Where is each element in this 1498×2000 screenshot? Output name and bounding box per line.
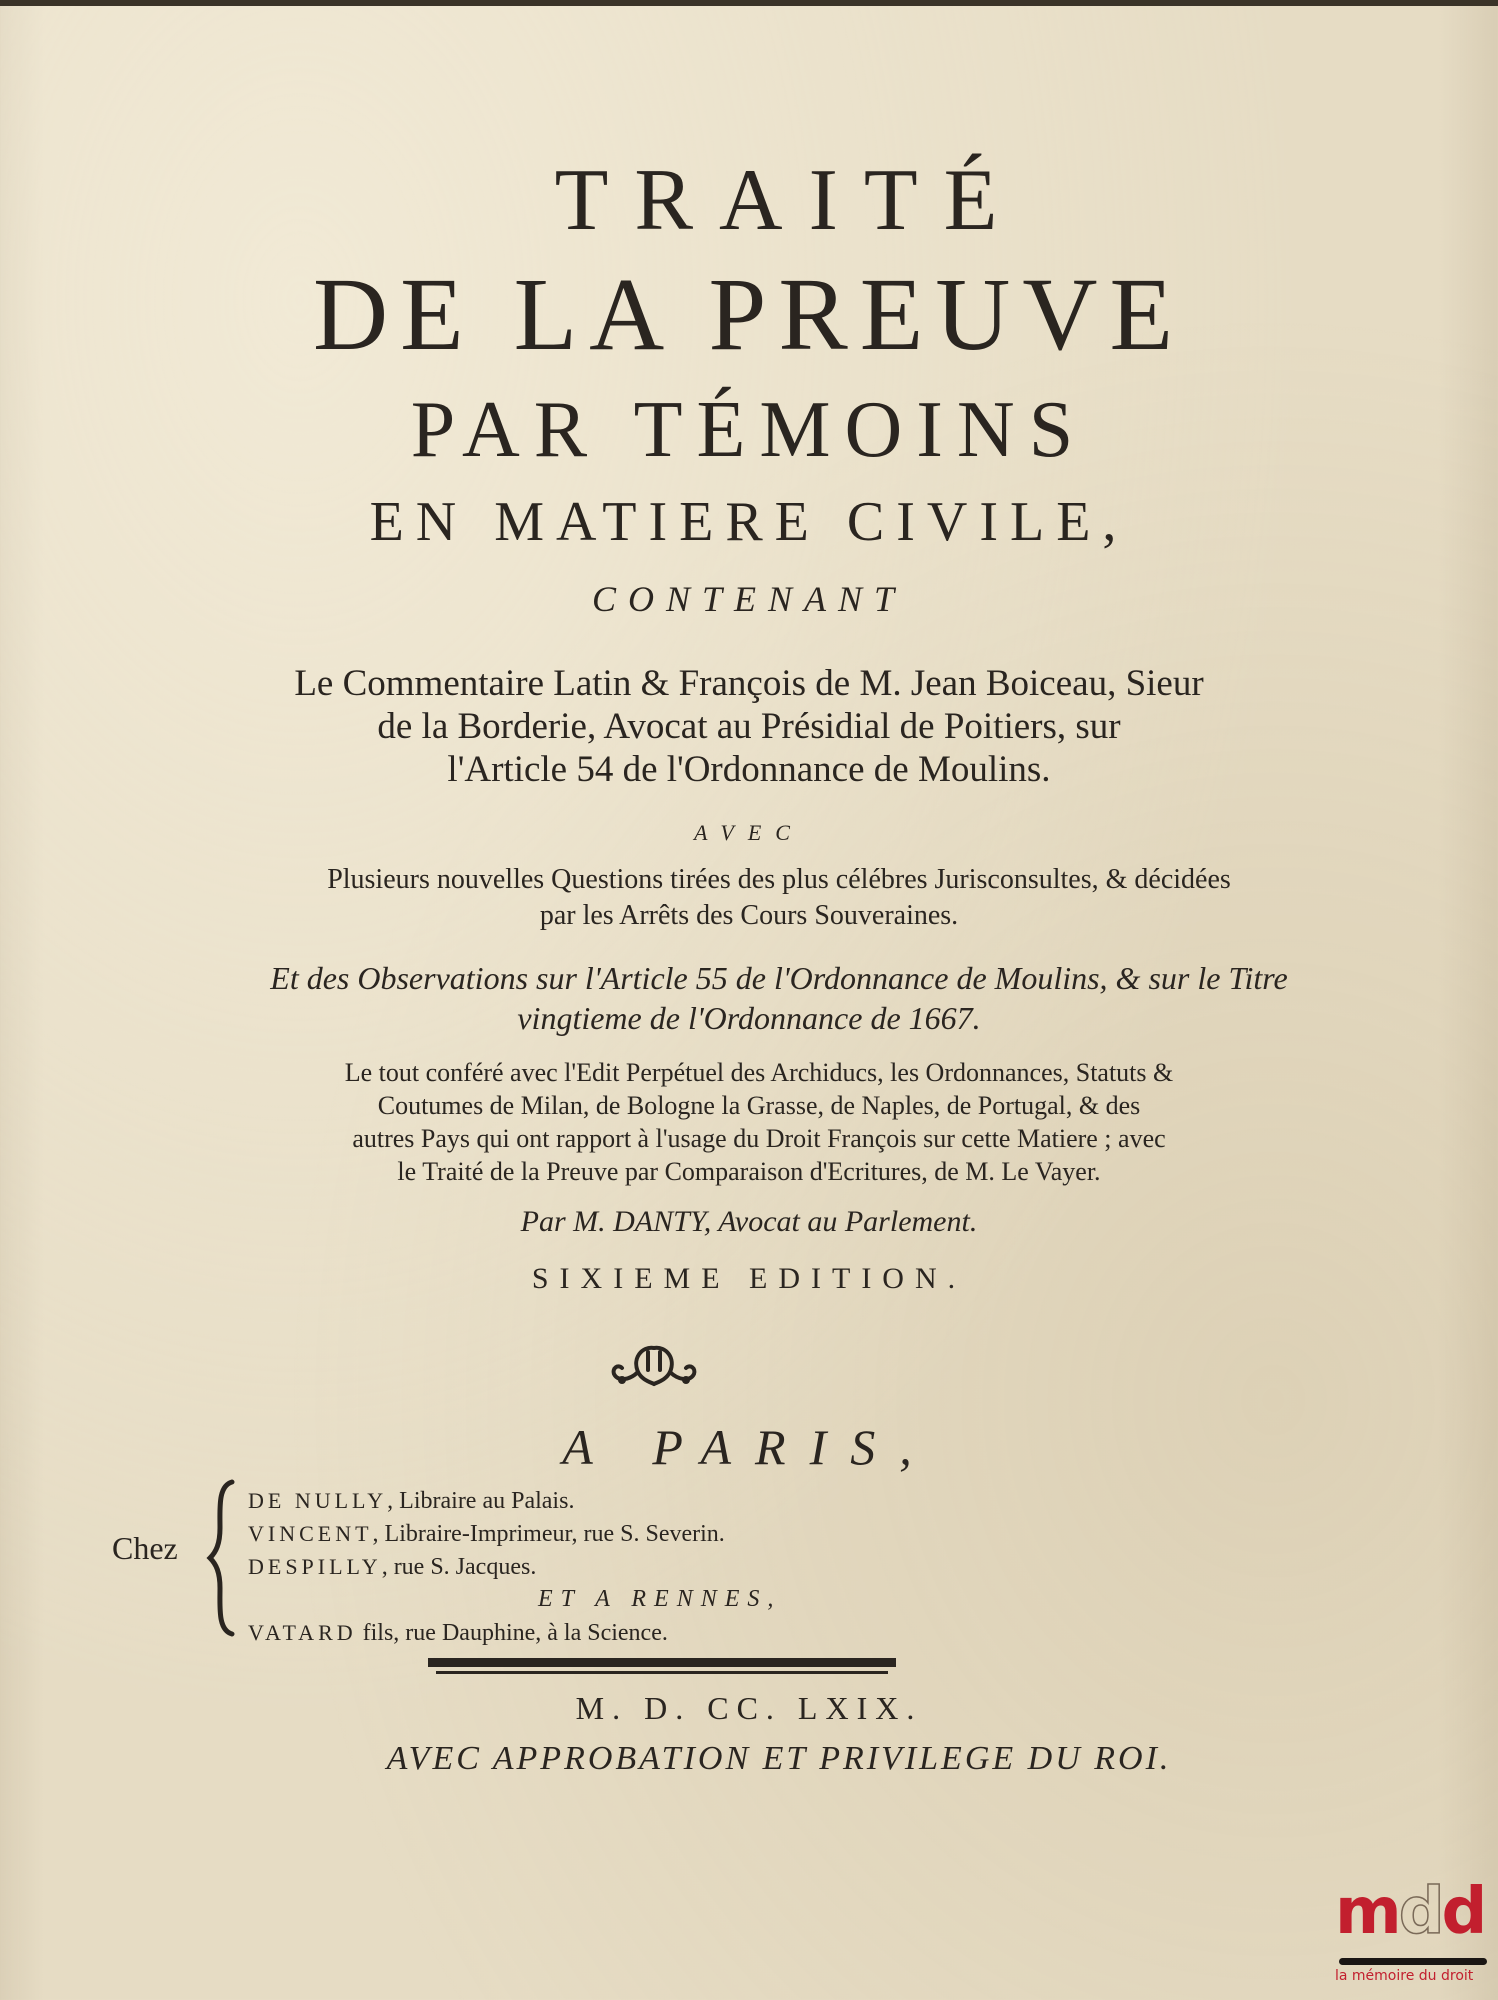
logo-letter-m: m bbox=[1335, 1875, 1399, 1949]
logo-tagline: la mémoire du droit bbox=[1335, 1968, 1474, 1984]
privilege-line: AVEC APPROBATION ET PRIVILEGE DU ROI. bbox=[386, 1740, 1172, 1777]
curly-brace-icon bbox=[206, 1478, 236, 1638]
rennes-line: ET A RENNES, bbox=[538, 1586, 782, 1612]
publisher-name: VATARD bbox=[248, 1620, 357, 1645]
contenant-heading: CONTENANT bbox=[591, 579, 907, 619]
commentaire-line-3: l'Article 54 de l'Ordonnance de Moulins. bbox=[447, 749, 1051, 790]
mdd-logo bbox=[1335, 1875, 1495, 1990]
commentaire-line-2: de la Borderie, Avocat au Présidial de Poitiers, sur bbox=[377, 706, 1121, 747]
title-line-traite: TRAITÉ bbox=[554, 152, 1024, 249]
publisher-detail: , rue S. Jacques. bbox=[381, 1554, 537, 1580]
mdd-logo-mark bbox=[1335, 1875, 1485, 1949]
tout-line-1: Le tout conféré avec l'Edit Perpétuel des Archiducs, les Ordonnances, Statuts & bbox=[344, 1058, 1174, 1087]
questions-line-1: Plusieurs nouvelles Questions tirées des plus célébres Jurisconsultes, & décidées bbox=[327, 864, 1231, 895]
publisher-name: DESPILLY bbox=[248, 1554, 382, 1579]
publisher-vincent bbox=[248, 1521, 725, 1548]
logo-underline bbox=[1339, 1958, 1487, 1965]
publisher-detail: fils, rue Dauphine, à la Science. bbox=[356, 1620, 668, 1646]
publisher-detail: , Libraire-Imprimeur, rue S. Severin. bbox=[372, 1521, 725, 1547]
observations-line-2: vingtieme de l'Ordonnance de 1667. bbox=[517, 1000, 981, 1036]
title-line-temoins: PAR TÉMOINS bbox=[410, 386, 1088, 474]
publisher-de-nully bbox=[248, 1488, 574, 1515]
thick-rule bbox=[428, 1658, 896, 1667]
publisher-vatard bbox=[248, 1620, 668, 1647]
tout-line-4: le Traité de la Preuve par Comparaison d'Ecritures, de M. Le Vayer. bbox=[397, 1157, 1101, 1186]
tout-line-3: autres Pays qui ont rapport à l'usage du Droit François sur cette Matiere ; avec bbox=[352, 1124, 1166, 1153]
logo-letter-d-outline: d bbox=[1398, 1875, 1442, 1949]
publisher-name: VINCENT bbox=[248, 1521, 373, 1546]
observations-line-1: Et des Observations sur l'Article 55 de l'Ordonnance de Moulins, & sur le Titre bbox=[270, 960, 1288, 996]
publisher-detail: , Libraire au Palais. bbox=[387, 1488, 575, 1514]
questions-line-2: par les Arrêts des Cours Souveraines. bbox=[539, 900, 959, 931]
publisher-despilly bbox=[248, 1554, 536, 1581]
thin-rule bbox=[436, 1671, 888, 1674]
edition-line: SIXIEME EDITION. bbox=[531, 1262, 967, 1295]
publisher-name: DE NULLY bbox=[248, 1488, 388, 1513]
title-line-matiere: EN MATIERE CIVILE, bbox=[369, 491, 1129, 553]
avec-heading: AVEC bbox=[694, 820, 804, 845]
chez-label: Chez bbox=[112, 1530, 178, 1566]
logo-letter-d: d bbox=[1441, 1875, 1485, 1949]
author-line: Par M. DANTY, Avocat au Parlement. bbox=[520, 1205, 978, 1238]
imprint-city: A PARIS, bbox=[562, 1419, 936, 1475]
printer-ornament-icon bbox=[604, 1340, 704, 1390]
tout-line-2: Coutumes de Milan, de Bologne la Grasse, de Naples, de Portugal, & des bbox=[377, 1091, 1141, 1120]
title-line-preuve: DE LA PREUVE bbox=[313, 257, 1185, 372]
commentaire-line-1: Le Commentaire Latin & François de M. Jean Boiceau, Sieur bbox=[294, 663, 1204, 704]
publication-year: M. D. CC. LXIX. bbox=[575, 1690, 923, 1726]
